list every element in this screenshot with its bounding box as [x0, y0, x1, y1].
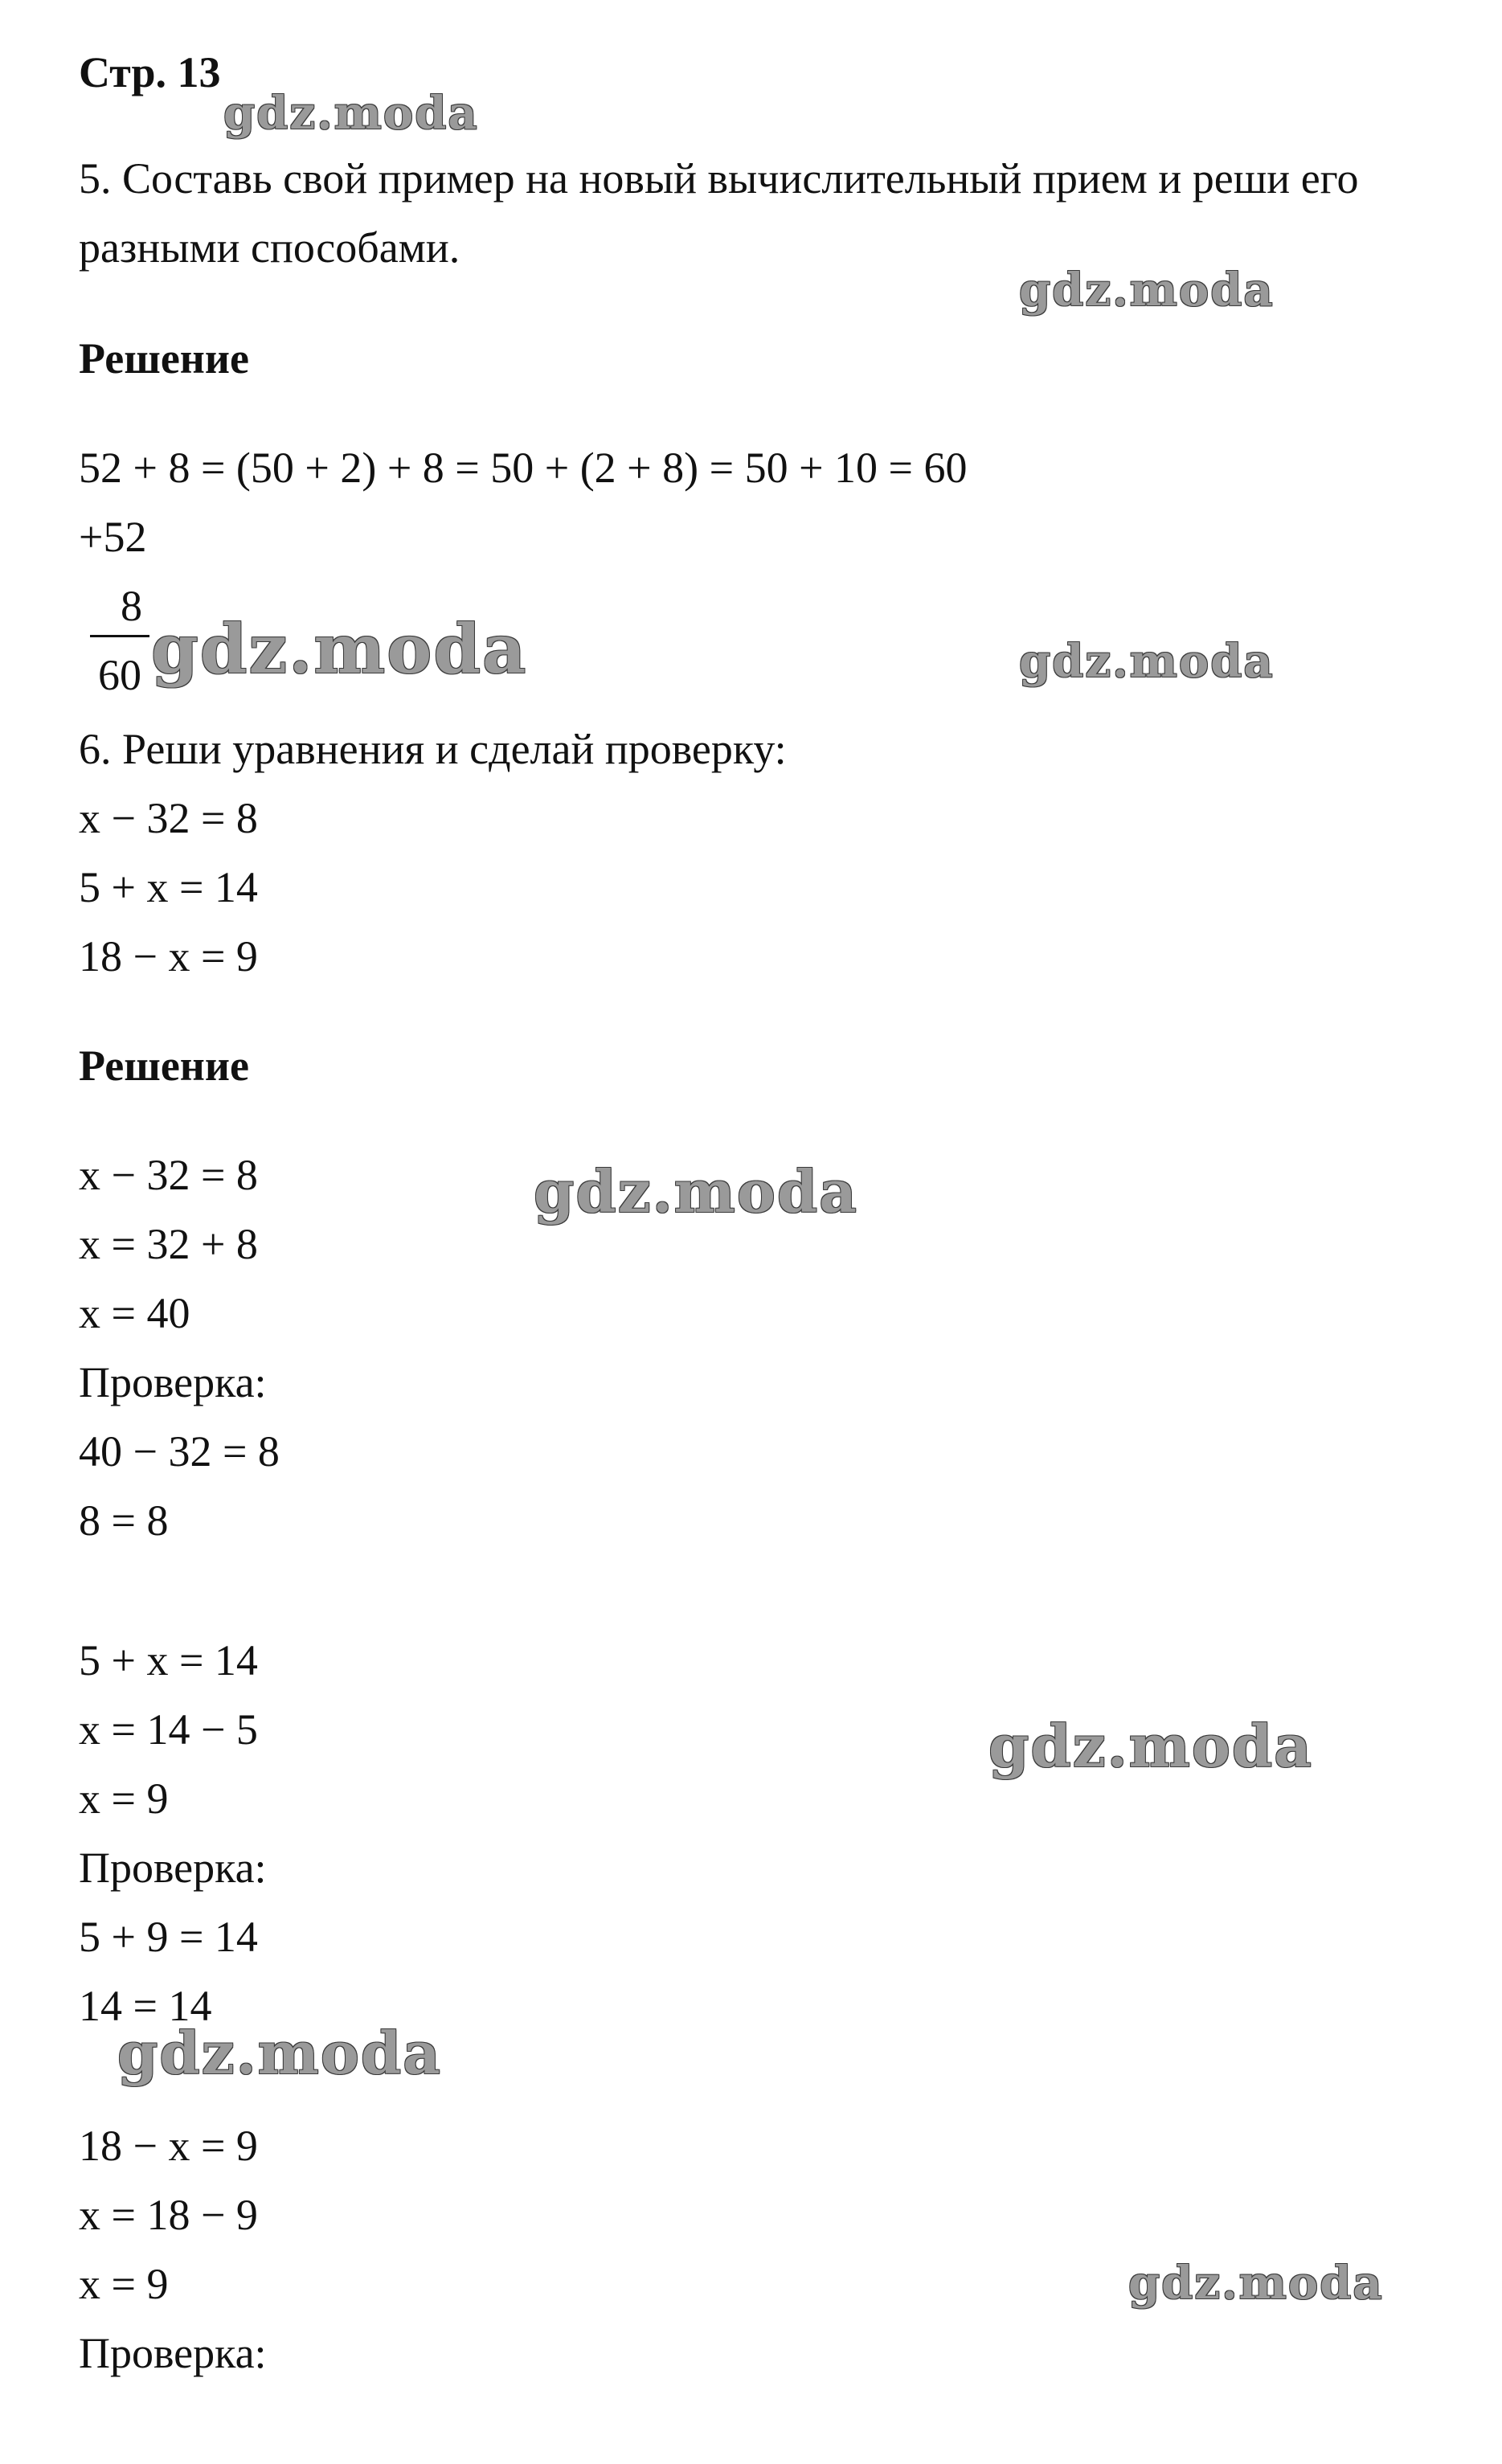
solution-3-check-label: Проверка:: [79, 2329, 267, 2377]
column-addend: 8: [121, 582, 142, 630]
solution-1-line: 8 = 8: [79, 1496, 169, 1545]
task6-text: 6. Реши уравнения и сделай проверку:: [79, 725, 787, 773]
solution-1-line: x − 32 = 8: [79, 1151, 258, 1199]
watermark: gdz.moda: [534, 1157, 858, 1226]
solution-2-line: 5 + 9 = 14: [79, 1913, 258, 1961]
solution-2-line: 5 + x = 14: [79, 1636, 258, 1684]
watermark: gdz.moda: [117, 2019, 442, 2087]
watermark: gdz.moda: [1019, 635, 1275, 688]
watermark: gdz.moda: [988, 1712, 1313, 1780]
solution-3-line: x = 9: [79, 2260, 169, 2308]
task5-text-line1: 5. Составь свой пример на новый вычислительный прием и реши его: [79, 154, 1359, 203]
column-top-number: +52: [79, 513, 147, 561]
watermark: gdz.moda: [223, 87, 479, 140]
task5-text-line2: разными способами.: [79, 223, 460, 272]
column-result: 60: [98, 651, 141, 699]
watermark: gdz.moda: [151, 609, 528, 689]
solution-2-line: 14 = 14: [79, 1982, 212, 2030]
page-label: Стр. 13: [79, 48, 221, 96]
task6-equation-3: 18 − x = 9: [79, 932, 258, 980]
task6-equation-2: 5 + x = 14: [79, 863, 258, 911]
task6-equation-1: x − 32 = 8: [79, 794, 258, 842]
solution-2-line: x = 14 − 5: [79, 1705, 258, 1754]
solution-1-line: 40 − 32 = 8: [79, 1427, 280, 1476]
task5-solution-heading: Решение: [79, 334, 249, 383]
solution-1-line: x = 40: [79, 1289, 190, 1337]
task6-solution-heading: Решение: [79, 1042, 249, 1090]
solution-2-line: x = 9: [79, 1774, 169, 1823]
watermark: gdz.moda: [1128, 2257, 1384, 2310]
column-underline: [90, 635, 149, 637]
solution-3-line: 18 − x = 9: [79, 2122, 258, 2170]
solution-3-line: x = 18 − 9: [79, 2191, 258, 2239]
solution-1-line: x = 32 + 8: [79, 1220, 258, 1268]
solution-1-check-label: Проверка:: [79, 1358, 267, 1406]
watermark: gdz.moda: [1019, 264, 1275, 317]
task5-expression: 52 + 8 = (50 + 2) + 8 = 50 + (2 + 8) = 50 + 10 = 60: [79, 444, 968, 492]
solution-2-check-label: Проверка:: [79, 1844, 267, 1892]
